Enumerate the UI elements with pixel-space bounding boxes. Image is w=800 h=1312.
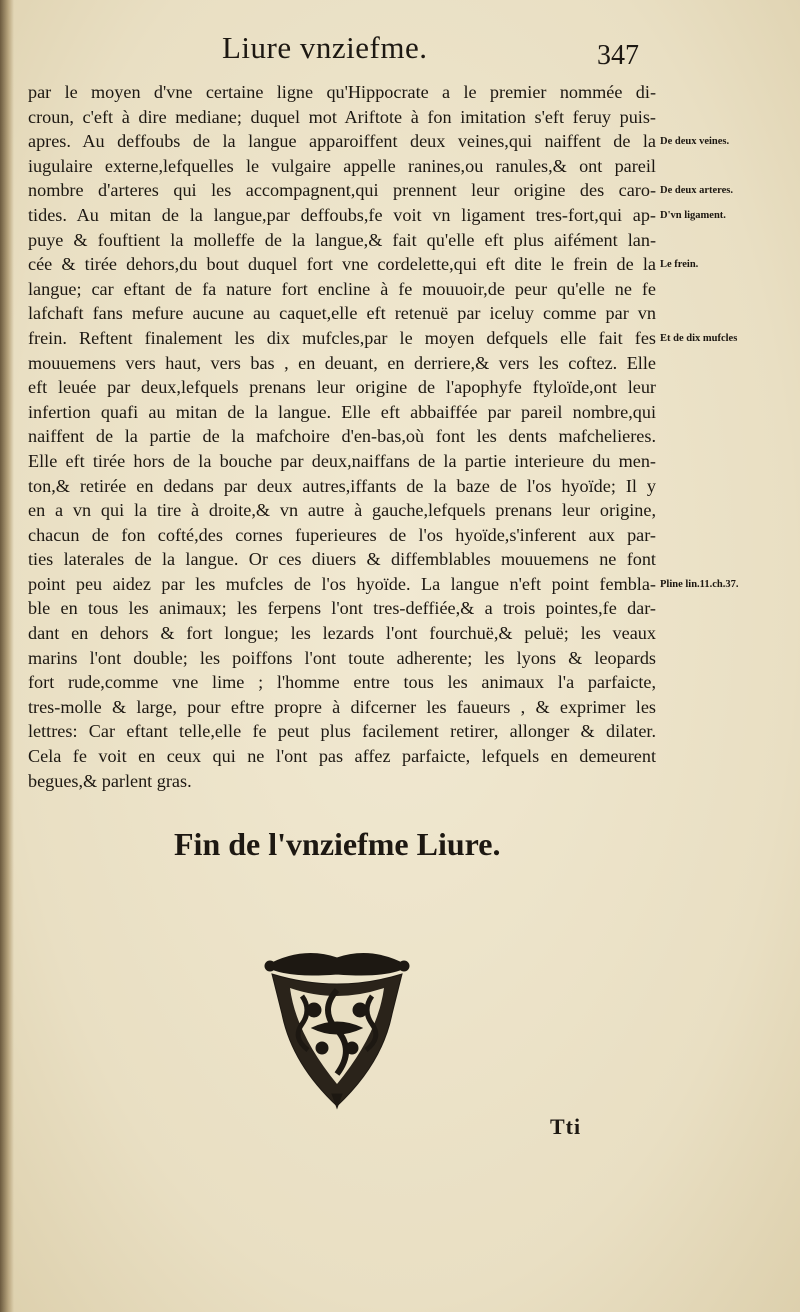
margin-note: D'vn ligament. xyxy=(660,210,726,221)
text-line: apres. Au deffoubs de la langue apparoiffent deux veines,qui naiffent de la xyxy=(28,131,656,152)
margin-note: Le frein. xyxy=(660,259,699,271)
margin-note: Et de dix mufcles xyxy=(660,333,738,344)
text-line: Elle eft tirée hors de la bouche par deux,naiffans de la partie interieure du men- xyxy=(28,450,656,471)
text-line: marins l'ont double; les poiffons l'ont toute adherente; les lyons & leopards xyxy=(28,647,656,668)
text-line: begues,& parlent gras. xyxy=(28,770,192,791)
text-line: tres-molle & large, pour eftre propre à difcerner les faueurs , & exprimer les xyxy=(28,696,656,717)
margin-note: De deux arteres. xyxy=(660,185,733,197)
text-line: chacun de fon cofté,des cornes fuperieures de l'os hyoïde,s'inferent aux par- xyxy=(28,524,656,545)
text-line: en a vn qui la tire à droite,& vn autre à gauche,lefquels prenans leur origine, xyxy=(28,500,656,521)
text-line: point peu aidez par les mufcles de l'os hyoïde. La langue n'eft point fembla- xyxy=(28,573,656,594)
text-line: lafchaft fans mefure aucune au caquet,elle eft retenuë par iceluy comme par vn xyxy=(28,303,656,324)
margin-note: Pline lin.11.ch.37. xyxy=(660,579,739,590)
page-number: 347 xyxy=(597,40,639,71)
text-line: croun, c'eft à dire mediane; duquel mot Ariftote à fon imitation s'eft feruy puis- xyxy=(28,106,656,127)
text-line: tides. Au mitan de la langue,par deffoubs,fe voit vn ligament tres-fort,qui ap- xyxy=(28,204,656,225)
text-line: puye & fouftient la molleffe de la langue,& fait qu'elle eft plus aifément lan- xyxy=(28,229,656,250)
cul-de-lampe-ornament xyxy=(262,944,412,1112)
text-line: Cela fe voit en ceux qui ne l'ont pas affez parfaicte, lefquels en demeurent xyxy=(28,746,656,767)
text-line: frein. Reftent finalement les dix mufcles,par le moyen defquels elle fait fes xyxy=(28,327,656,348)
text-line: iugulaire externe,lefquelles le vulgaire appelle ranines,ou ranules,& ont pareil xyxy=(28,155,656,176)
text-line: naiffent de la partie de la mafchoire d'en-bas,où font les dents mafchelieres. xyxy=(28,426,656,447)
page-gutter-shadow xyxy=(0,0,14,1312)
running-title: Liure vnziefme. xyxy=(222,30,428,65)
main-text-block xyxy=(28,80,656,793)
closing-title: Fin de l'vnziefme Liure. xyxy=(174,826,501,862)
text-line: ble en tous les animaux; les ferpens l'ont tres-deffiée,& a trois pointes,fe dar- xyxy=(28,598,656,619)
text-line: eft leuée par deux,lefquels prenans leur origine de l'apophyfe ftyloïde,ont leur xyxy=(28,377,656,398)
text-line: infertion quafi au mitan de la langue. Elle eft abbaiffée par pareil nombre,qui xyxy=(28,401,656,422)
text-line: ton,& retirée en dedans par deux autres,iffants de la baze de l'os hyoïde; Il y xyxy=(28,475,656,496)
text-line: fort rude,comme vne lime ; l'homme entre tous les animaux l'a parfaicte, xyxy=(28,672,656,693)
text-line: lettres: Car eftant telle,elle fe peut plus facilement retirer, allonger & dilater. xyxy=(28,721,656,742)
text-line: mouuemens vers haut, vers bas , en deuant, en derriere,& vers les coftez. Elle xyxy=(28,352,656,373)
catchword: Tti xyxy=(550,1114,582,1139)
margin-note: De deux veines. xyxy=(660,136,730,148)
text-line: dant en dehors & fort longue; les lezards l'ont fourchuë,& peluë; les veaux xyxy=(28,623,656,644)
text-line: cée & tirée dehors,du bout duquel fort vne cordelette,qui eft dite le frein de la xyxy=(28,254,656,275)
text-line: langue; car eftant de fa nature fort encline à fe mouuoir,de peur qu'elle ne fe xyxy=(28,278,656,299)
text-line: nombre d'arteres qui les accompagnent,qui prennent leur origine des caro- xyxy=(28,180,656,201)
text-line: par le moyen d'vne certaine ligne qu'Hippocrate a le premier nommée di- xyxy=(28,82,656,102)
text-line: ties laterales de la langue. Or ces diuers & diffemblables mouuemens ne font xyxy=(28,549,656,570)
